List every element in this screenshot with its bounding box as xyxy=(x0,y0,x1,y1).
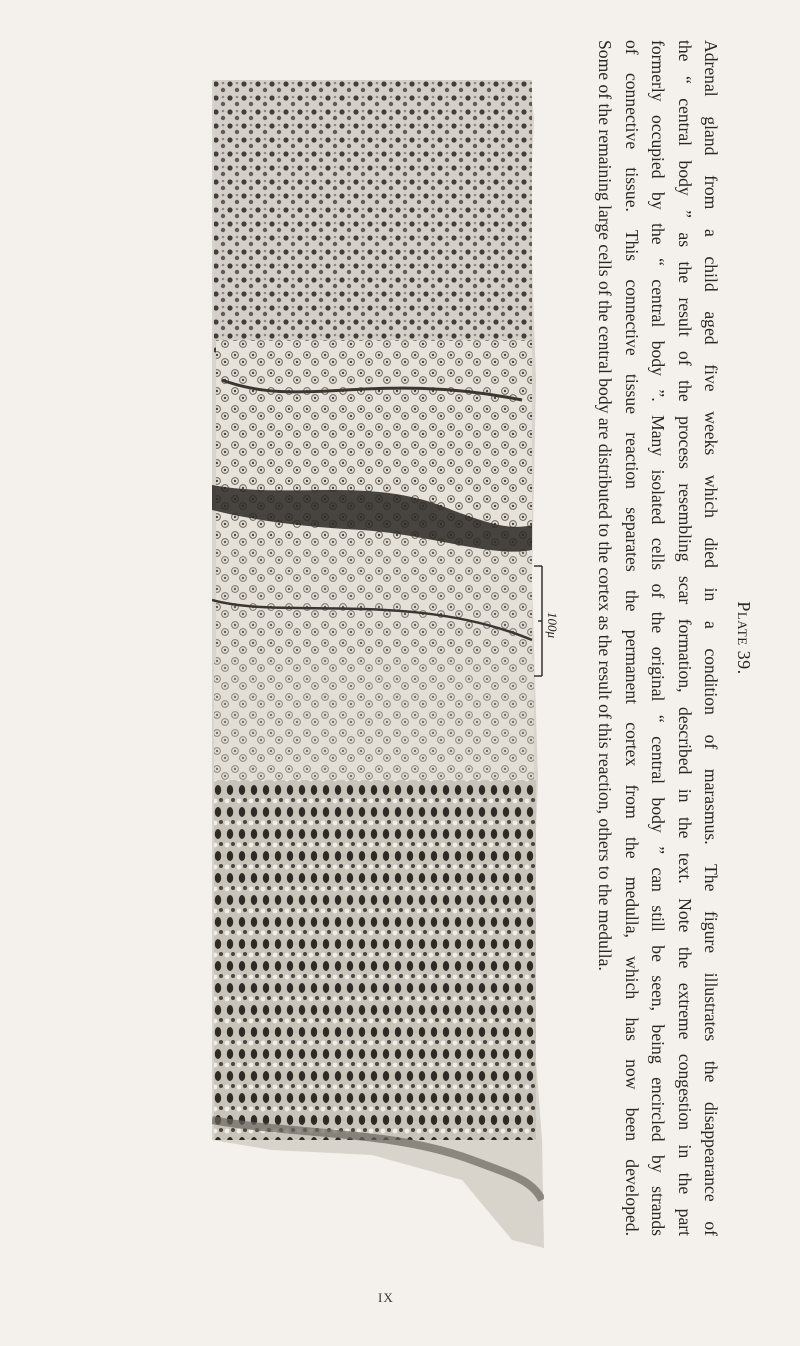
adrenal-micrograph xyxy=(212,80,544,1248)
plate-title: Plate 39. xyxy=(734,601,754,675)
caption-line: of connective tissue. This connective tissue reaction separates the permanent cortex from the medulla, which has now been developed. xyxy=(622,40,642,1236)
scale-bar xyxy=(534,566,542,676)
caption-line: Some of the remaining large cells of the central body are distributed to the cortex as the result of this reaction, others to the medulla. xyxy=(595,40,616,971)
caption-line: formerly occupied by the “ central body ”. Many isolated cells of the original “ central body ” can still be seen, being encircled by strands xyxy=(648,40,669,1236)
plate-caption xyxy=(592,40,757,1236)
caption-line: the “ central body ” as the result of the process resembling scar formation, described in the text. Note the extreme congestion in the part xyxy=(675,40,695,1236)
scale-bar-label: 100μ xyxy=(545,612,560,639)
page-number: IX xyxy=(378,1290,394,1305)
caption-line: Adrenal gland from a child aged five weeks which died in a condition of marasmus. The figure illustrates the disappearance of xyxy=(701,40,722,1236)
